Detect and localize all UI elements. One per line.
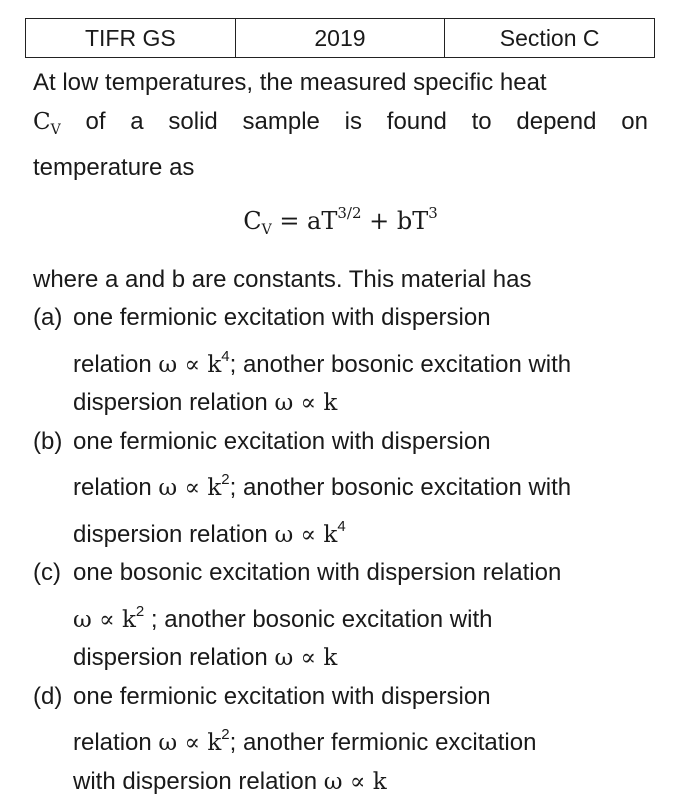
- word: is: [345, 103, 362, 150]
- option-b-line-2: relation $\omega \propto k^2$; another bosonic excitation with: [73, 461, 648, 508]
- option-label: (c): [33, 554, 61, 593]
- option-d-line-1: one fermionic excitation with dispersion: [73, 678, 648, 717]
- specific-heat-equation: $C_V = aT^{3/2} + bT^3$: [33, 190, 648, 253]
- intro-line-3: temperature as: [33, 149, 648, 188]
- option-c: [33, 554, 648, 678]
- option-label: (b): [33, 423, 62, 462]
- intro-line-2: [33, 103, 648, 150]
- option-a-line-1: one fermionic excitation with dispersion: [73, 299, 648, 338]
- header-section: Section C: [445, 19, 655, 58]
- option-a-line-3: dispersion relation ω ∝ k: [73, 384, 648, 423]
- option-d: [33, 678, 648, 801]
- option-c-line-1: one bosonic excitation with dispersion relation: [73, 554, 648, 593]
- question-content: [33, 64, 648, 801]
- option-c-line-2: $\omega \propto k^2$ ; another bosonic excitation with: [73, 593, 648, 640]
- cv-symbol: $C_V$: [33, 103, 61, 150]
- option-d-line-3: with dispersion relation ω ∝ k: [73, 763, 648, 801]
- word: to: [472, 103, 492, 150]
- word: sample: [243, 103, 320, 150]
- option-d-line-2: relation $\omega \propto k^2$; another fermionic excitation: [73, 716, 648, 763]
- word: solid: [168, 103, 217, 150]
- option-b-line-3: dispersion relation $\omega \propto k^4$: [73, 508, 648, 555]
- option-b-line-1: one fermionic excitation with dispersion: [73, 423, 648, 462]
- intro-line-1-text: At low temperatures, the measured specific heat: [33, 64, 547, 103]
- word: of: [86, 103, 106, 150]
- stem-end: where a and b are constants. This material has: [33, 261, 648, 300]
- intro-line-1: [33, 64, 648, 103]
- word: found: [387, 103, 447, 150]
- header-year: 2019: [235, 19, 445, 58]
- word: a: [130, 103, 143, 150]
- header-exam: TIFR GS: [26, 19, 236, 58]
- option-label: (d): [33, 678, 62, 717]
- option-b: [33, 423, 648, 555]
- option-a-line-2: relation $\omega \propto k^4$; another bosonic excitation with: [73, 338, 648, 385]
- option-label: (a): [33, 299, 62, 338]
- word: on: [621, 103, 648, 150]
- word: depend: [516, 103, 596, 150]
- header-table: [25, 18, 655, 58]
- option-a: [33, 299, 648, 423]
- option-c-line-3: dispersion relation ω ∝ k: [73, 639, 648, 678]
